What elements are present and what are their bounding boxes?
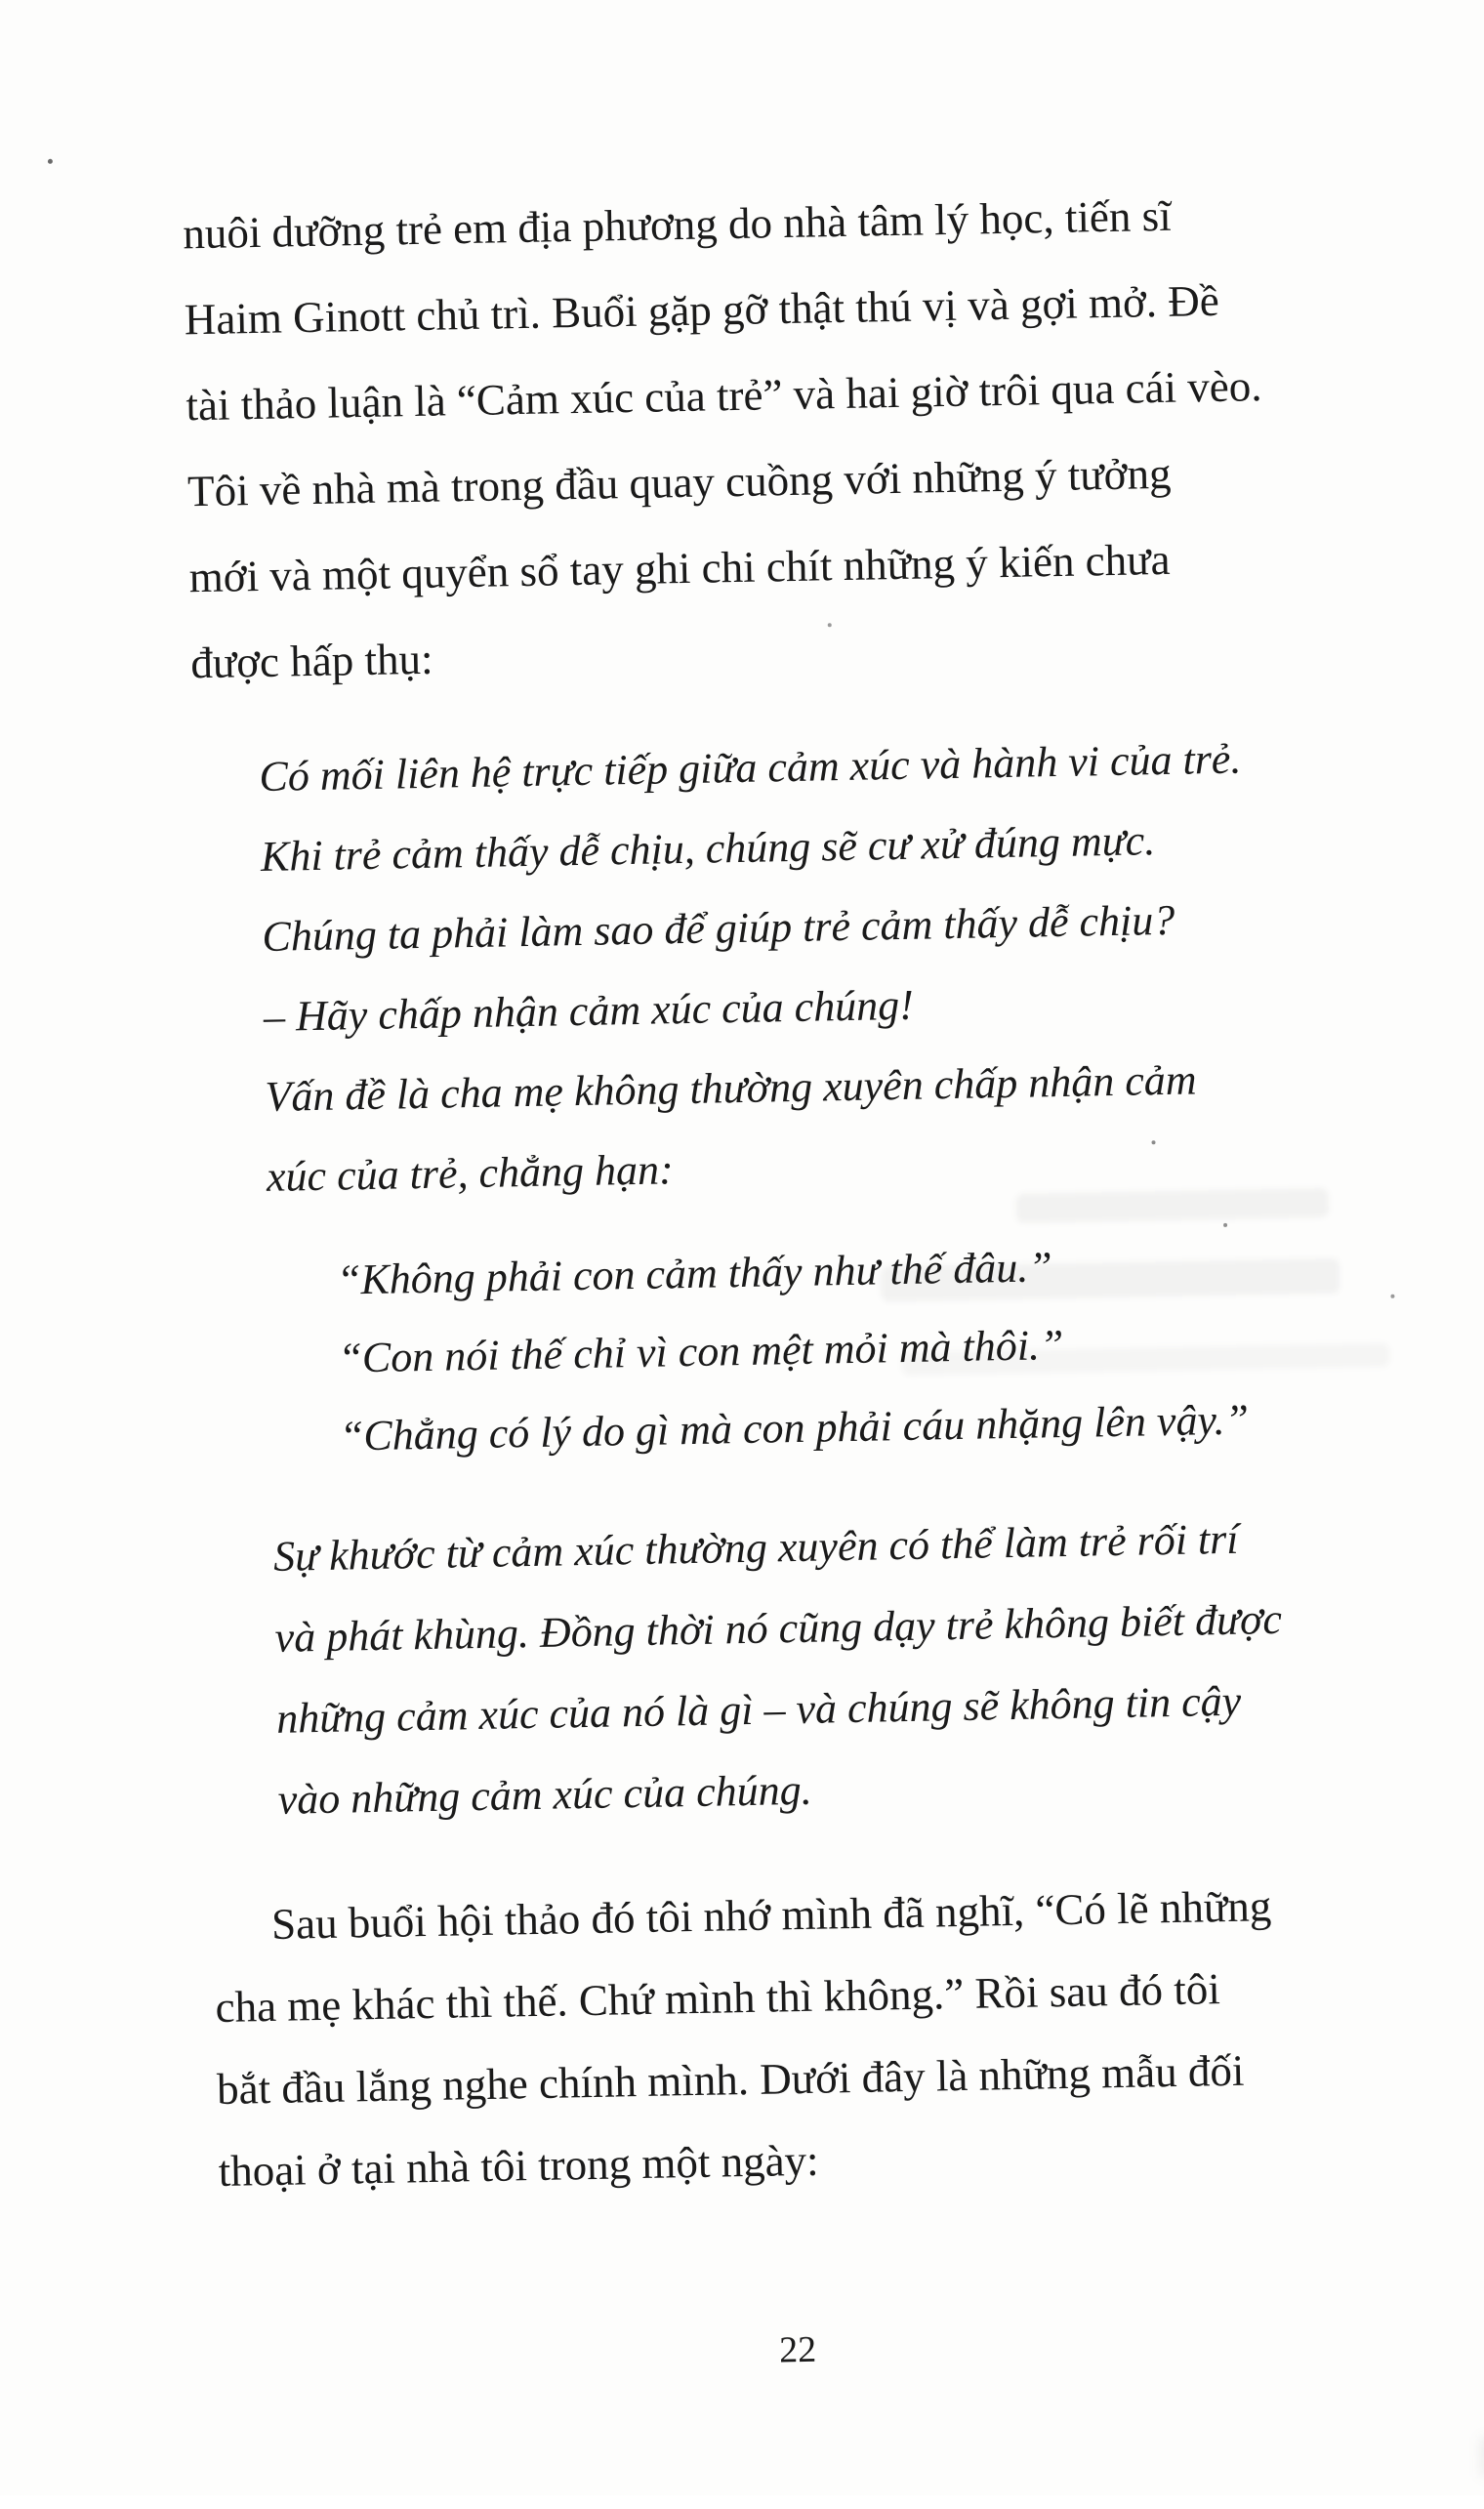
text-line: Sau buổi hội thảo đó tôi nhớ mình đã nghĩ, “Có lẽ những — [270, 1881, 1272, 1949]
text-line: tài thảo luận là “Cảm xúc của trẻ” và hai giờ trôi qua cái vèo. — [186, 361, 1262, 431]
text-line: bắt đầu lắng nghe chính mình. Dưới đây là những mẫu đối — [216, 2045, 1245, 2115]
text-line: xúc của trẻ, chẳng hạn: — [266, 1145, 675, 1201]
quote-line: “Con nói thế chỉ vì con mệt mỏi mà thôi.” — [337, 1320, 1064, 1382]
text-line: được hấp thụ: — [189, 634, 433, 688]
workshop-notes-block — [259, 718, 1353, 1217]
text-line: – Hãy chấp nhận cảm xúc của chúng! — [263, 980, 915, 1041]
text-line: Vấn đề là cha mẹ không thường xuyên chấp nhận cảm — [265, 1055, 1197, 1121]
scan-speck — [1223, 1223, 1227, 1227]
text-line: thoại ở tại nhà tôi trong một ngày: — [218, 2135, 819, 2196]
text-line: Khi trẻ cảm thấy dễ chịu, chúng sẽ cư xử đúng mực. — [260, 816, 1156, 881]
text-line: Haim Ginott chủ trì. Buổi gặp gỡ thật thú vị và gợi mở. Đề — [184, 275, 1220, 345]
text-line: mới và một quyển sổ tay ghi chi chít những ý kiến chưa — [188, 534, 1171, 602]
scan-ghosting — [1015, 1188, 1328, 1223]
page-number: 22 — [778, 2328, 817, 2371]
quote-line: “Chẳng có lý do gì mà con phải cáu nhặng lên vậy.” — [339, 1395, 1250, 1460]
quote-line: “Không phải con cảm thấy như thế đâu.” — [336, 1243, 1053, 1304]
text-line: Chúng ta phải làm sao để giúp trẻ cảm thấy dễ chịu? — [262, 895, 1175, 961]
notes-continued-paragraph — [272, 1496, 1364, 1839]
text-line: Tôi về nhà mà trong đầu quay cuồng với những ý tưởng — [186, 448, 1172, 516]
closing-paragraph — [213, 1863, 1371, 2212]
scan-speck — [828, 623, 832, 627]
text-line: Sự khước từ cảm xúc thường xuyên có thể làm trẻ rối trí — [272, 1514, 1239, 1581]
scan-speck — [48, 159, 53, 164]
scan-smudge — [1480, 2437, 1484, 2476]
text-line: nuôi dưỡng trẻ em địa phương do nhà tâm lý học, tiến sĩ — [182, 190, 1173, 259]
scan-speck — [1151, 1140, 1155, 1144]
text-line: Có mối liên hệ trực tiếp giữa cảm xúc và hành vi của trẻ. — [259, 734, 1242, 801]
text-line: và phát khùng. Đồng thời nó cũng dạy trẻ không biết được — [274, 1594, 1283, 1662]
scan-speck — [1390, 1295, 1394, 1298]
text-line: cha mẹ khác thì thế. Chứ mình thì không.” Rồi sau đó tôi — [215, 1964, 1221, 2033]
text-line: vào những cảm xúc của chúng. — [277, 1765, 813, 1824]
intro-paragraph — [182, 170, 1342, 707]
text-line: những cảm xúc của nó là gì – và chúng sẽ không tin cậy — [275, 1676, 1242, 1743]
